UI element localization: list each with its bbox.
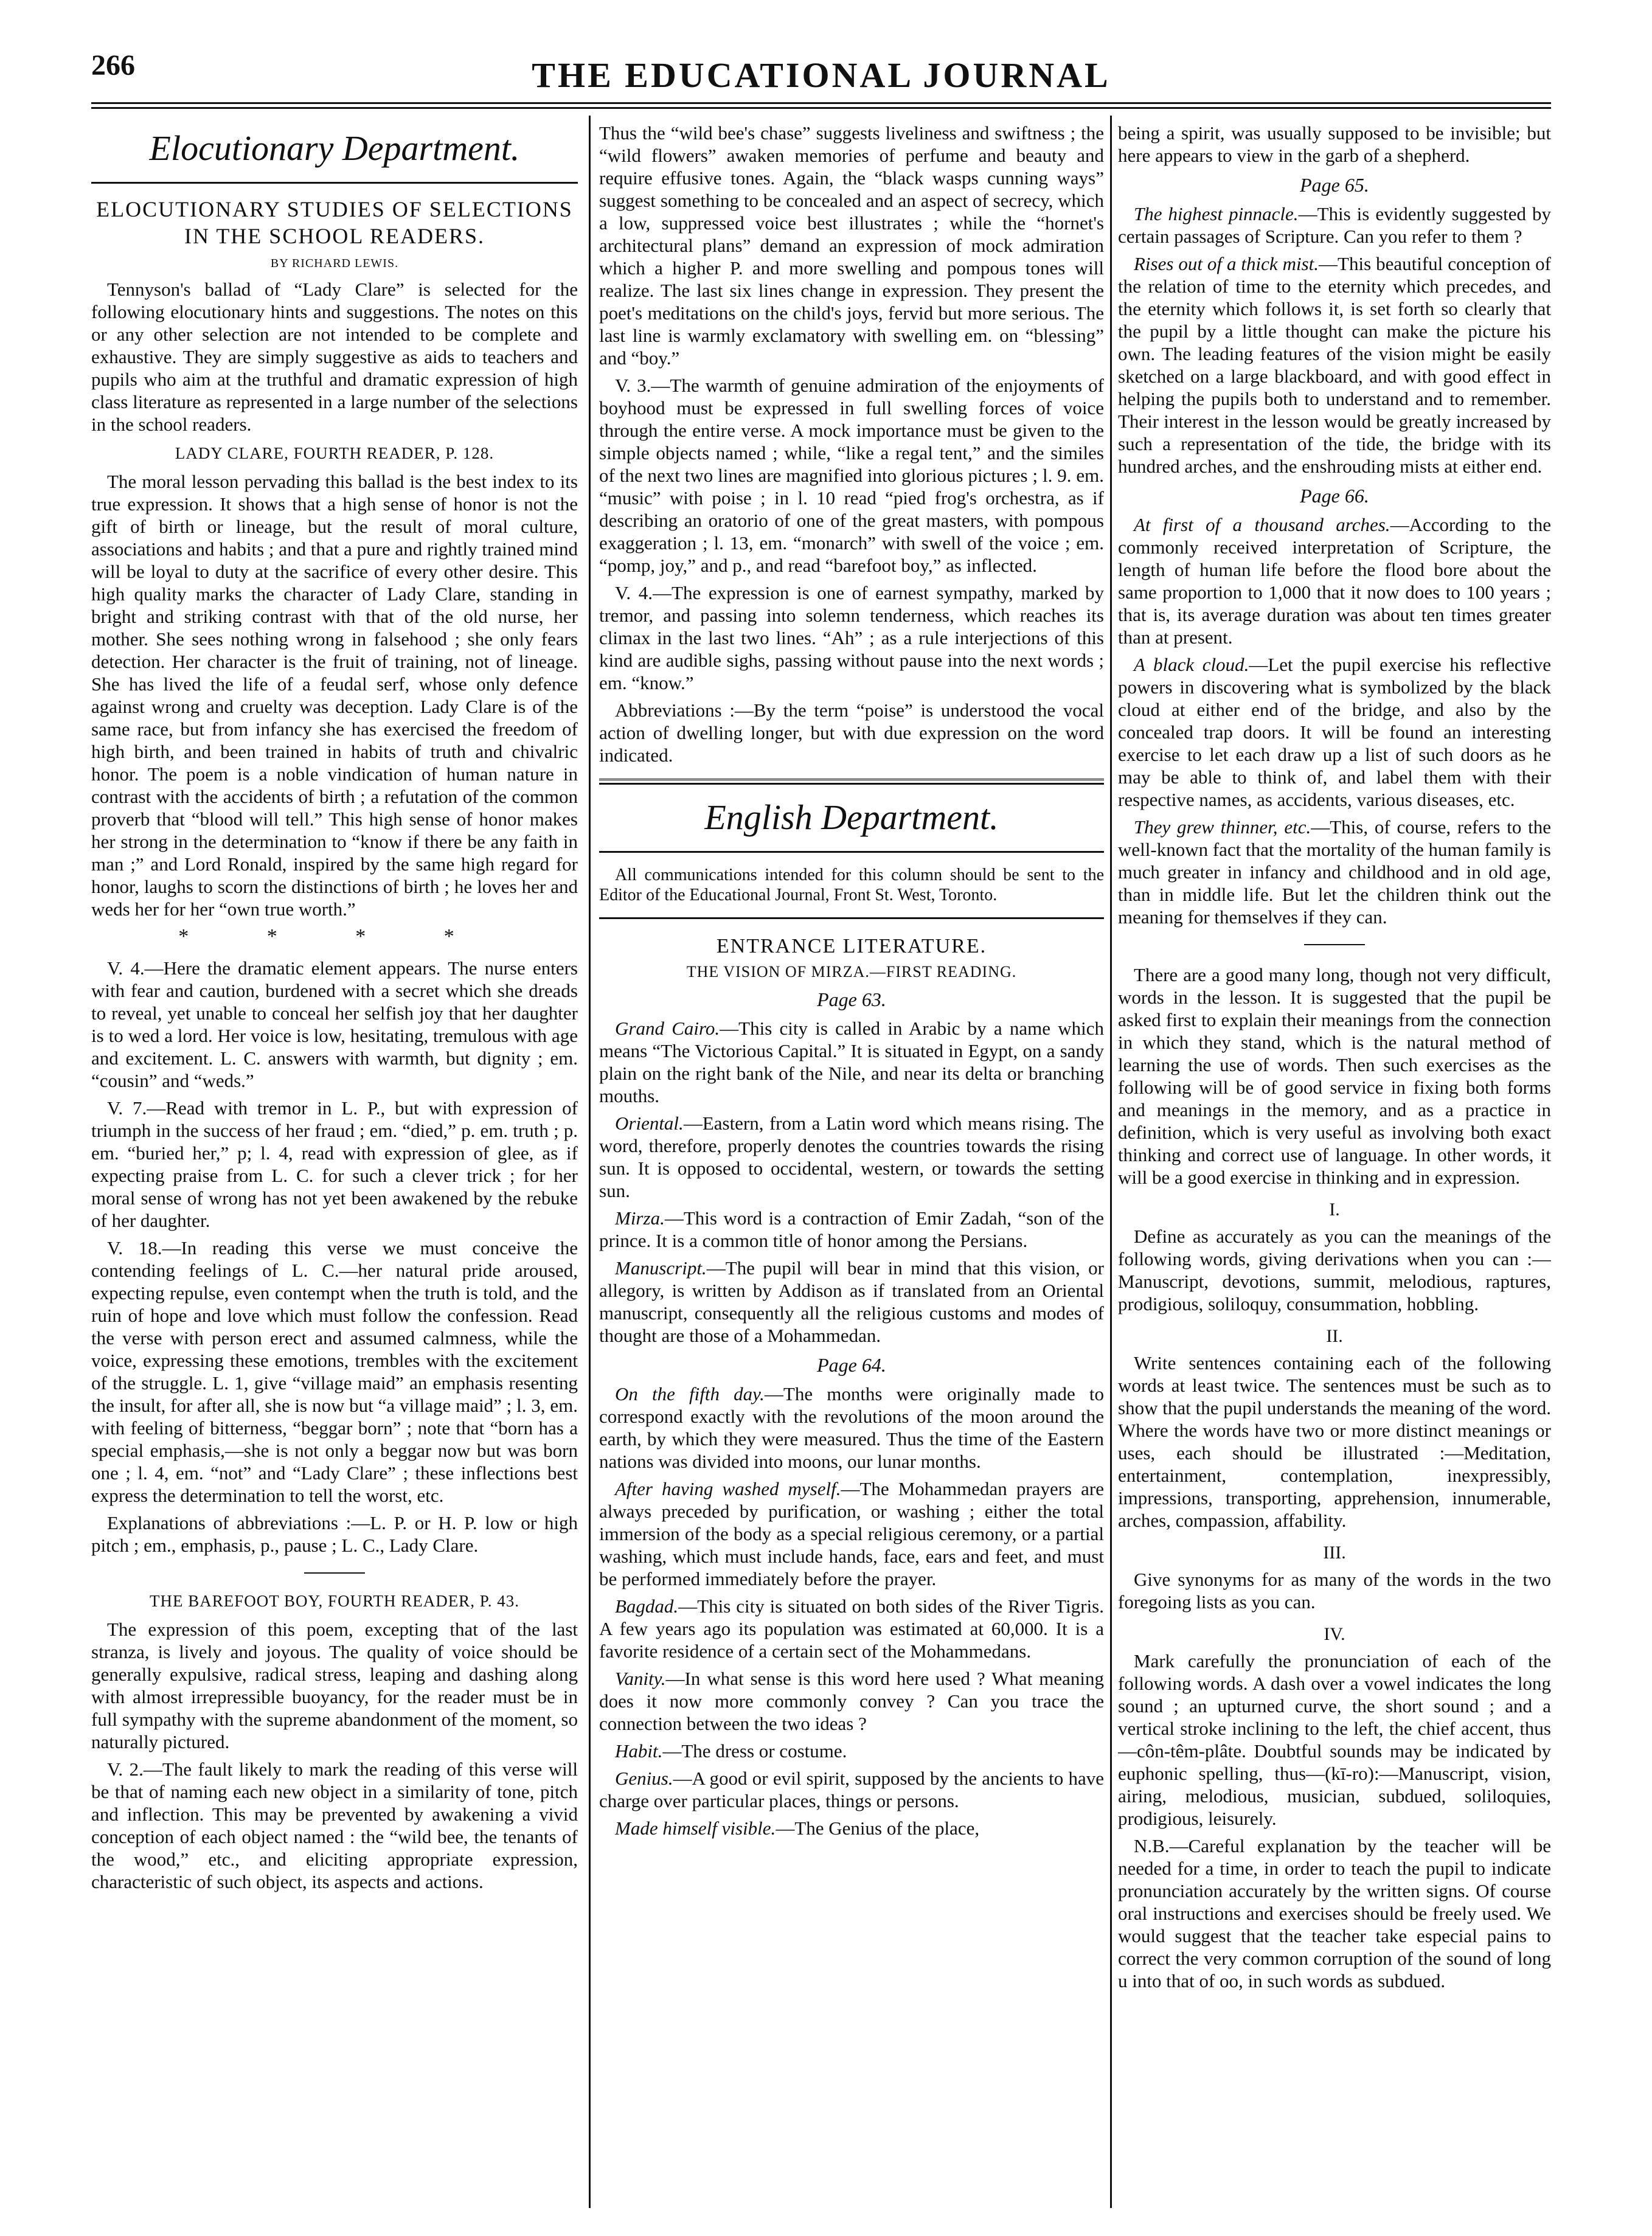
note-mist [1118, 252, 1551, 477]
note-text: —This word is a contraction of Emir Zadah, “son of the prince. It is a common title of honor among the Persians. [599, 1207, 1104, 1251]
continued-paragraph: being a spirit, was usually supposed to be invisible; but here appears to view in the garb of a shepherd. [1118, 122, 1551, 166]
barefoot-paragraph-2: V. 2.—The fault likely to mark the reading of this verse will be that of naming each new object in a similarity of tone, pitch and inflection. This may be prevented by awakening a vivid conception of each object named : the “wild bee, the tenants of the wood,” etc., and eliciting appropriate expression, characteristic of such object, its aspects and actions. [91, 1759, 578, 1892]
note-term: Habit. [615, 1740, 663, 1762]
entrance-literature-heading: ENTRANCE LITERATURE. [716, 935, 987, 957]
note-text: —This beautiful conception of the relation of time to the eternity which precedes, and the eternity which follows it, is set forth so clearly that the pupil by a little thought can make the picture his own. The leading features of the vision might be easily sketched on a large blackboard, and with good effect in helping the pupils both to understand and to remember. Their interest in the lesson would be greatly increased by such a representation of the tide, the bridge with its hundred arches, and the enshrouding mists at either end. [1118, 253, 1551, 477]
exercise-number-1: I. [1329, 1200, 1340, 1220]
note-grand-cairo [599, 1017, 1104, 1107]
note-text: —A good or evil spirit, supposed by the ancients to have charge over particular places, things or persons. [599, 1768, 1104, 1811]
page-64-heading: Page 64. [817, 1354, 886, 1376]
note-thinner [1118, 816, 1551, 928]
note-habit [599, 1740, 1104, 1762]
intro-paragraph: Tennyson's ballad of “Lady Clare” is selected for the following elocutionary hints and suggestions. The notes on this or any other selection are not intended to be complete and exhaustive. They are simply suggestive as aids to teachers and pupils who aim at the truthful and dramatic expression of high class literature as represented in a large number of the selections in the school readers. [91, 279, 578, 435]
note-term: After having washed myself. [615, 1478, 841, 1499]
continued-paragraph: Thus the “wild bee's chase” suggests liveliness and swiftness ; the “wild flowers” awaken memories of perfume and beauty and require effusive tones. Again, the “black wasps cunning ways” suggest something to be concealed and an aspect of secrecy, which a low, suppressed voice best illustrates ; while the “hornet's architectural plans” demand an expression of mock admiration which a higher P. and more swelling and pompous tones will realize. The last six lines change in expression. They present the poet's meditations on the child's joys, fervid but more serious. The last line is warmly exclamatory with swelling em. on “blessing” and “boy.” [599, 122, 1104, 369]
exercise-1: Define as accurately as you can the meanings of the following words, giving derivations when you can :—Manuscript, devotions, summit, melodious, raptures, prodigious, soliloquy, consummation, hobbling. [1118, 1226, 1551, 1314]
note-text: —Eastern, from a Latin word which means rising. The word, therefore, properly denotes the countries towards the rising sun. It is opposed to occidental, western, or towards the setting sun. [599, 1113, 1104, 1201]
note-term: A black cloud. [1134, 654, 1249, 675]
note-text: —The Mohammedan prayers are always preceded by purification, or washing ; either the total immersion of the body as a special religious ceremony, or a partial washing, which must include hands, face, ears and feet, and must be performed immediately before the prayer. [599, 1478, 1104, 1589]
exercise-number-3: III. [1323, 1543, 1346, 1563]
section-stars: * * * * [178, 925, 491, 948]
note-cloud [1118, 653, 1551, 811]
column-divider-1 [589, 116, 591, 2208]
v18-paragraph: V. 18.—In reading this verse we must conceive the contending feelings of L. C.—her natural pride aroused, expecting repulse, even contempt when the truth is told, and the ruin of hope and love which must follow the confession. Read the verse with person erect and assumed calmness, while the voice, expressing these emotions, trembles with the excitement of the struggle. L. 1, give “village maid” an emphasis resenting the insult, for after all, she is now but “a village maid” ; l. 3, em. with feeling of bitterness, “beggar born” ; note that “born has a special emphasis,—she is not only a beggar now but was born one ; l. 4, em. “not” and “Lady Clare” ; these inflections best express the determination to tell the worst, etc. [91, 1237, 578, 1506]
note-washed [599, 1477, 1104, 1590]
note-term: Bagdad. [615, 1595, 679, 1617]
header-rule [91, 102, 1551, 104]
lady-clare-paragraph: The moral lesson pervading this ballad is the best index to its true expression. It shows that a high sense of honor is not the gift of birth or lineage, but the result of moral culture, associations and habits ; and that a pure and rightly trained mind will be loyal to duty at the sacrifice of every other desire. This high quality marks the character of Lady Clare, standing in bright and striking contrast with that of the old nurse, her mother. She sees nothing wrong in falsehood ; she only fears detection. Her character is the fruit of training, not of lineage. She has lived the life of a feudal serf, whose only defence against wrong and cruelty was deception. Lady Clare is of the same race, but from infancy she has exercised the freedom of high birth, and been trained in habits of truth and chivalric honor. The poem is a noble vindication of human nature in contrast with the accidents of birth ; a refutation of the common proverb that “blood will tell.” This high sense of honor makes her strong in the determination to “know if there be any faith in man ;” and Lord Ronald, inspired by the same high regard for honor, laughs to scorn the distinctions of birth ; he loves her and weds her for her “own true worth.” [91, 471, 578, 920]
note-text: —According to the commonly received interpretation of Scripture, the length of human life before the flood bore about the same proportion to 1,000 that it now does to 100 years ; that is, its average duration was about ten times greater than at present. [1118, 514, 1551, 648]
dept-rule [599, 917, 1104, 919]
note-text: —This city is called in Arabic by a name which means “The Victorious Capital.” It is situated in Egypt, on a sandy plain on the right bank of the Nile, and near its delta or branching mouths. [599, 1018, 1104, 1106]
note-term: Oriental. [615, 1113, 684, 1134]
dept-rule [599, 851, 1104, 853]
exercise-2: Write sentences containing each of the following words at least twice. The sentences must be such as to show that the pupil understands the meaning of the word. Where the words have two or more distinct meanings or uses, each should be illustrated :—Meditation, entertainment, contemplation, inexpressibly, impressions, transporting, apprehension, innumerable, arches, compassion, affability. [1118, 1352, 1551, 1531]
exercise-number-4: IV. [1324, 1624, 1345, 1644]
abbreviations-paragraph: Abbreviations :—By the term “poise” is understood the vocal action of dwelling longer, but with due expression on the word indicated. [599, 700, 1104, 766]
note-term: They grew thinner, etc. [1134, 816, 1311, 838]
nb-paragraph: N.B.—Careful explanation by the teacher will be needed for a time, in order to teach the pupil to indicate pronunciation accurately by the written signs. Of course oral instructions and exercises should be freely used. We would suggest that the teacher take especial pains to correct the very common corruption of the sound of long u into that of oo, in such words as subdued. [1118, 1835, 1551, 1991]
note-term: Rises out of a thick mist. [1134, 253, 1319, 274]
dept-rule [91, 182, 578, 184]
barefoot-paragraph-1: The expression of this poem, excepting that of the last stranza, is lively and joyous. The quality of voice should be generally expulsive, radical stress, leaping and dashing along with almost irrepressible buoyancy, for the reader must be in full sympathy with the supreme abandonment of the moment, so naturally pictured. [91, 1619, 578, 1752]
study-title: ELOCUTIONARY STUDIES OF SELECTIONS IN THE SCHOOL READERS. [96, 197, 573, 248]
column-2 [599, 122, 1104, 2202]
note-term: Made himself visible. [615, 1818, 776, 1839]
v3-paragraph: V. 3.—The warmth of genuine admiration of the enjoyments of boyhood must be expressed in full swelling forces of voice through the entire verse. A mock importance must be given to the simple objects named ; while, “like a regal tent,” and the similes of the next two lines are magnified into glorious pictures ; l. 9. em. “music” with poise ; in l. 10 read “pied frog's orchestra, as if describing an oratorio of one of the great masters, with pompous exaggeration ; l. 13, em. “monarch” with swell of the voice ; em. “pomp, joy,” and p., and read “barefoot boy,” as inflected. [599, 375, 1104, 576]
note-term: Mirza. [615, 1207, 665, 1229]
section-divider [304, 1572, 365, 1574]
words-paragraph: There are a good many long, though not very difficult, words in the lesson. It is suggested that the pupil be asked first to explain their meanings from the connection in which they stand, which is the natural method of learning the use of words. Then such exercises as the following will be of good service in fixing both forms and meanings in the memory, and as a practice in definition, which is very useful as involving both exact thinking and correct use of language. In other words, it will be a good exercise in thinking and in expression. [1118, 964, 1551, 1188]
note-text: —This, of course, refers to the well-known fact that the mortality of the human family is much greater in infancy and childhood and in old age, than in middle life. But let the children think out the meaning for themselves if they can. [1118, 816, 1551, 928]
note-genius [599, 1767, 1104, 1812]
note-pinnacle [1118, 203, 1551, 248]
column-3 [1118, 122, 1551, 2202]
lady-clare-heading: LADY CLARE, FOURTH READER, P. 128. [175, 444, 495, 462]
section-divider [1304, 944, 1365, 945]
note-mirza [599, 1207, 1104, 1252]
note-term: Genius. [615, 1768, 673, 1789]
note-manuscript [599, 1257, 1104, 1347]
page-66-heading: Page 66. [1300, 485, 1369, 507]
page-65-heading: Page 65. [1300, 174, 1369, 196]
vision-of-mirza-heading: THE VISION OF MIRZA.—FIRST READING. [686, 963, 1017, 981]
note-text: —Let the pupil exercise his reflective powers in discovering what is symbolized by the black cloud at either end of the bridge, and also by the concealed trap doors. It will be found an interesting exercise to let each draw up a list of such doors as he may be able to think of, and label them with their respective names, as accidents, various diseases, etc. [1118, 654, 1551, 810]
note-term: On the fifth day. [615, 1383, 765, 1404]
column-divider-2 [1110, 116, 1112, 2208]
page-number: 266 [91, 49, 135, 82]
exercise-number-2: II. [1326, 1326, 1343, 1346]
v4-paragraph: V. 4.—The expression is one of earnest sympathy, marked by tremor, and passing into solemn tenderness, which reaches its climax in the last two lines. “Ah” ; as a rule interjections of this kind are audible sighs, passing without pause into the next words ; em. “know.” [599, 582, 1104, 693]
note-term: The highest pinnacle. [1134, 203, 1299, 224]
note-visible [599, 1817, 1104, 1839]
note-bagdad [599, 1595, 1104, 1662]
page-63-heading: Page 63. [817, 988, 886, 1010]
editor-notice: All communications intended for this column should be sent to the Editor of the Educational Journal, Front St. West, Toronto. [599, 866, 1104, 904]
journal-title: THE EDUCATIONAL JOURNAL [532, 55, 1111, 95]
page-header [91, 36, 1551, 103]
note-text: —This is evidently suggested by certain passages of Scripture. Can you refer to them ? [1118, 203, 1551, 247]
exercise-3: Give synonyms for as many of the words in the two foregoing lists as you can. [1118, 1569, 1551, 1613]
elocutionary-dept-title: Elocutionary Department. [149, 128, 520, 168]
note-vanity [599, 1667, 1104, 1735]
note-term: At first of a thousand arches. [1134, 514, 1390, 535]
note-text: —In what sense is this word here used ? What meaning does it now more commonly convey ? Can you trace the connection between the two ideas ? [599, 1668, 1104, 1734]
exercise-4: Mark carefully the pronunciation of each of the following words. A dash over a vowel indicates the long sound ; an upturned curve, the short sound ; and a vertical stroke inclining to the left, the chief accent, thus—côn-têm-plâte. Doubtful sounds may be indicated by euphonic spelling, thus—(kī-ro):—Manuscript, vision, airing, melodious, musician, subdued, soliloquies, prodigious, leisurely. [1118, 1650, 1551, 1829]
note-text: —The months were originally made to correspond exactly with the revolutions of the moon around the earth, by which they were measured. Thus the time of the Eastern nations was divided into moons, our lunar months. [599, 1383, 1104, 1472]
english-dept-title: English Department. [704, 797, 999, 837]
note-text: —The pupil will bear in mind that this vision, or allegory, is written by Addison as if translated from an Oriental manuscript, consequently all the religious customs and modes of thought are those of a Mohammedan. [599, 1257, 1104, 1346]
note-text: —The dress or costume. [662, 1740, 847, 1762]
column-1 [91, 122, 578, 2202]
note-text: —This city is situated on both sides of the River Tigris. A few years ago its population was estimated at 60,000. It is a favorite residence of a certain sect of the Mohammedans. [599, 1595, 1104, 1662]
v7-paragraph: V. 7.—Read with tremor in L. P., but with expression of triumph in the success of her fraud ; em. “died,” p. em. truth ; p. em. “buried her,” p; l. 4, read with expression of glee, as if expecting praise from L. C. for such a clever trick ; for her moral sense of wrong has not yet been awakened by the rebuke of her daughter. [91, 1097, 578, 1231]
header-rule-2 [91, 107, 1551, 109]
note-term: Vanity. [615, 1668, 666, 1689]
note-fifth-day [599, 1383, 1104, 1473]
abbreviations-paragraph: Explanations of abbreviations :—L. P. or H. P. low or high pitch ; em., emphasis, p., pause ; L. C., Lady Clare. [91, 1512, 578, 1556]
note-term: Manuscript. [615, 1257, 707, 1279]
barefoot-boy-heading: THE BAREFOOT BOY, FOURTH READER, P. 43. [150, 1592, 519, 1610]
byline: BY RICHARD LEWIS. [270, 257, 399, 270]
note-arches [1118, 513, 1551, 648]
note-oriental [599, 1112, 1104, 1202]
note-term: Grand Cairo. [615, 1018, 720, 1039]
note-text: —The Genius of the place, [776, 1818, 980, 1839]
v4-paragraph: V. 4.—Here the dramatic element appears. The nurse enters with fear and caution, burdened with a secret which she dreads to reveal, yet unable to conceal her selfish joy that her daughter is to wed a lord. Her voice is low, hesitating, tremulous with age and excitement. L. C. answers with warmth, but dignity ; em. “cousin” and “weds.” [91, 957, 578, 1091]
dept-rule [599, 779, 1104, 785]
